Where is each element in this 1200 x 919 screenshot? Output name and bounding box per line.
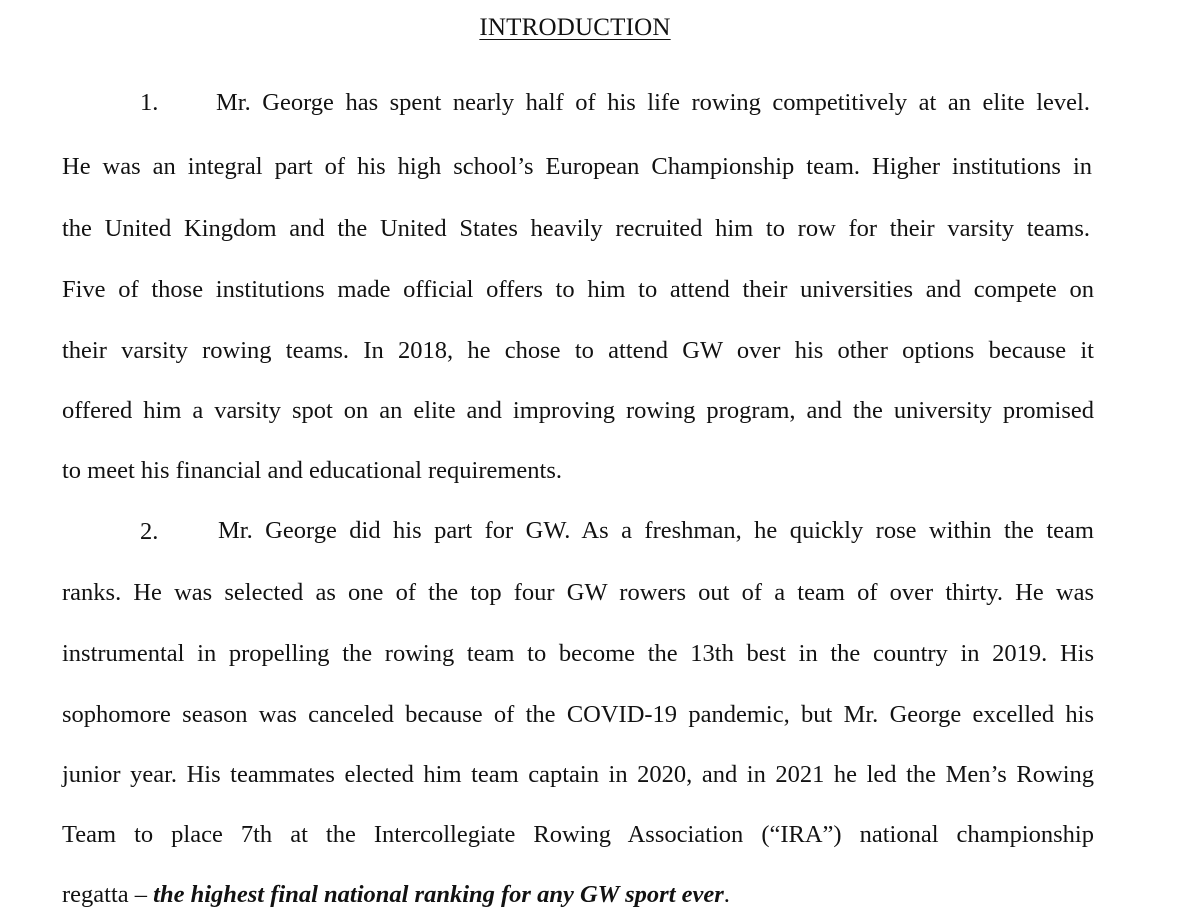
paragraph-line: the United Kingdom and the United States heavily recruited him to row for their varsity teams.	[62, 215, 1090, 242]
last-line-start: regatta –	[62, 881, 154, 908]
paragraph-line: ranks. He was selected as one of the top four GW rowers out of a team of over thirty. He was	[62, 579, 1094, 606]
paragraph-line: their varsity rowing teams. In 2018, he chose to attend GW over his other options because it	[62, 337, 1094, 364]
paragraph-line: Mr. George has spent nearly half of his life rowing competitively at an elite level.	[216, 89, 1090, 116]
paragraph-line: instrumental in propelling the rowing team to become the 13th best in the country in 2019. His	[62, 640, 1094, 667]
paragraph-number: 2.	[140, 518, 159, 545]
paragraph-line: He was an integral part of his high school’s European Championship team. Higher institutions in	[62, 153, 1092, 180]
paragraph-line: Mr. George did his part for GW. As a freshman, he quickly rose within the team	[218, 517, 1094, 544]
last-line-end: .	[723, 881, 730, 908]
paragraph-line: Five of those institutions made official offers to him to attend their universities and compete on	[62, 276, 1094, 303]
paragraph-number: 1.	[140, 89, 159, 116]
section-heading: INTRODUCTION	[479, 14, 671, 41]
emphasized-text: the highest final national ranking for any GW sport ever	[153, 881, 724, 908]
paragraph-last-line	[62, 880, 730, 910]
paragraph-line: sophomore season was canceled because of the COVID-19 pandemic, but Mr. George excelled his	[62, 701, 1094, 728]
paragraph-line: junior year. His teammates elected him team captain in 2020, and in 2021 he led the Men’s Rowing	[62, 761, 1094, 788]
paragraph-line: Team to place 7th at the Intercollegiate Rowing Association (“IRA”) national championship	[62, 821, 1094, 848]
paragraph-line: offered him a varsity spot on an elite and improving rowing program, and the university promised	[62, 397, 1094, 424]
paragraph-line: to meet his financial and educational requirements.	[62, 457, 563, 484]
